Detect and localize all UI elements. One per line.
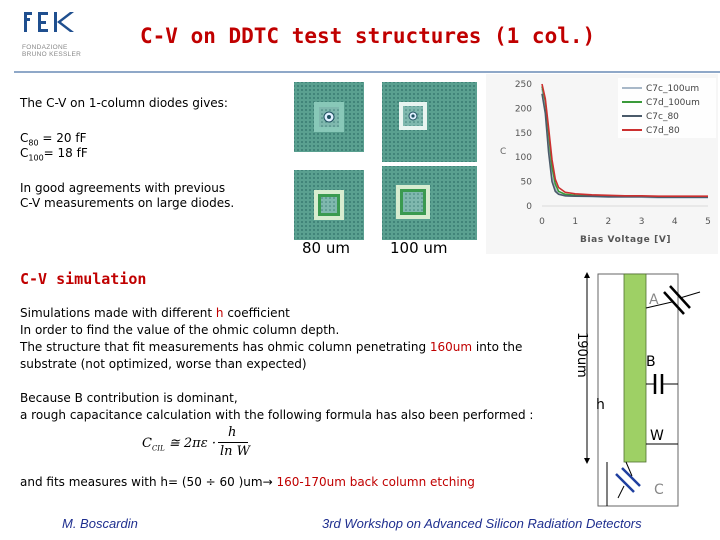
sim-line4: substrate (not optimized, worse than expected)	[20, 357, 307, 371]
chart-ytick-label: 0	[526, 202, 532, 212]
chart-xtick-label: 2	[605, 217, 612, 227]
label-w: W	[650, 428, 664, 444]
c100-line	[20, 146, 88, 165]
sim-line3-depth: 160um	[429, 340, 473, 354]
footer-workshop: 3rd Workshop on Advanced Silicon Radiation Detectors	[322, 516, 642, 531]
formula-denominator: ln W	[220, 444, 251, 459]
fit-arrow: →	[262, 475, 273, 489]
depth-arrow-top-icon	[584, 272, 590, 278]
c100-symbol: C	[20, 146, 29, 160]
diode-100um-bottom	[382, 166, 477, 240]
chart-xtick-label: 4	[671, 217, 678, 227]
label-a: A	[649, 292, 659, 308]
chart-ylabel: C	[500, 147, 507, 157]
logo-line1: FONDAZIONE	[22, 44, 68, 51]
label-b: B	[646, 354, 656, 370]
chart-ytick-label: 100	[514, 153, 532, 164]
ohmic-column	[624, 274, 646, 462]
sim-line3	[20, 340, 522, 355]
logo-line2: BRUNO KESSLER	[22, 51, 82, 58]
sim-line2: In order to find the value of the ohmic column depth.	[20, 323, 340, 337]
label-100um: 100 um	[390, 239, 448, 257]
chart-legend-label: C7c_100um	[646, 84, 700, 94]
depth-label: 190um	[574, 332, 589, 378]
title-divider	[14, 71, 720, 73]
sim-line3-end: into the	[472, 340, 523, 354]
chart-ytick-label: 200	[514, 104, 532, 115]
diode-80um-top	[294, 82, 364, 152]
b-line1: Because B contribution is dominant,	[20, 391, 238, 405]
cv-chart	[486, 74, 718, 254]
fbk-logo	[18, 8, 118, 58]
chart-legend-label: C7d_100um	[646, 98, 700, 108]
agreement-line1: In good agreements with previous	[20, 181, 226, 195]
cv-simulation-heading: C-V simulation	[20, 270, 147, 288]
c100-value: = 18 fF	[43, 146, 88, 160]
formula-lhs	[142, 436, 216, 453]
chart-ytick-label: 50	[520, 177, 532, 188]
chart-xtick-label: 3	[638, 217, 645, 227]
intro-text: The C-V on 1-column diodes gives:	[20, 96, 228, 110]
fit-line	[20, 475, 475, 490]
formula-fraction-bar	[218, 442, 248, 443]
fit-line-start: and fits measures with h= (50 ÷ 60 )um	[20, 475, 263, 489]
chart-ytick-label: 150	[514, 128, 532, 139]
agreement-line2: C-V measurements on large diodes.	[20, 196, 235, 210]
formula-eq: ≅ 2πε ·	[164, 436, 216, 451]
chart-xtick-label: 1	[572, 217, 579, 227]
slide-title: C-V on DDTC test structures (1 col.)	[140, 24, 596, 48]
formula-c: C	[142, 436, 152, 451]
structure-diagram	[560, 272, 720, 510]
chart-legend-label: C7d_80	[646, 126, 680, 136]
chart-ytick-label: 250	[514, 80, 532, 90]
c80-value: = 20 fF	[38, 131, 87, 145]
diode-100um-top	[382, 82, 477, 162]
c80-symbol: C	[20, 131, 29, 145]
sim-line1-end: coefficient	[223, 306, 290, 320]
footer-author: M. Boscardin	[62, 516, 138, 531]
formula-numerator: h	[228, 425, 237, 440]
sim-line1-h: h	[215, 306, 224, 320]
b-line2: a rough capacitance calculation with the following formula has also been performed :	[20, 408, 534, 422]
label-h: h	[596, 397, 605, 413]
diode-80um-bottom	[294, 170, 364, 240]
sim-line1-start: Simulations made with different	[20, 306, 216, 320]
sim-line3-start: The structure that fit measurements has ohmic column penetrating	[20, 340, 430, 354]
chart-xtick-label: 5	[705, 217, 711, 227]
diode-micrographs	[292, 80, 482, 242]
c80-sub: 80	[28, 138, 39, 148]
chart-xlabel: Bias Voltage [V]	[580, 235, 672, 245]
formula-sub: CIL	[151, 444, 165, 453]
depth-arrow-bottom-icon	[584, 458, 590, 464]
fbk-logo-mark-icon	[22, 8, 92, 38]
label-80um: 80 um	[302, 239, 350, 257]
chart-xtick-label: 0	[539, 217, 545, 227]
chart-legend-label: C7c_80	[646, 112, 679, 122]
sim-line1	[20, 306, 290, 321]
c100-sub: 100	[28, 153, 44, 163]
label-c: C	[654, 482, 664, 498]
fit-line-result: 160-170um back column etching	[272, 475, 475, 489]
